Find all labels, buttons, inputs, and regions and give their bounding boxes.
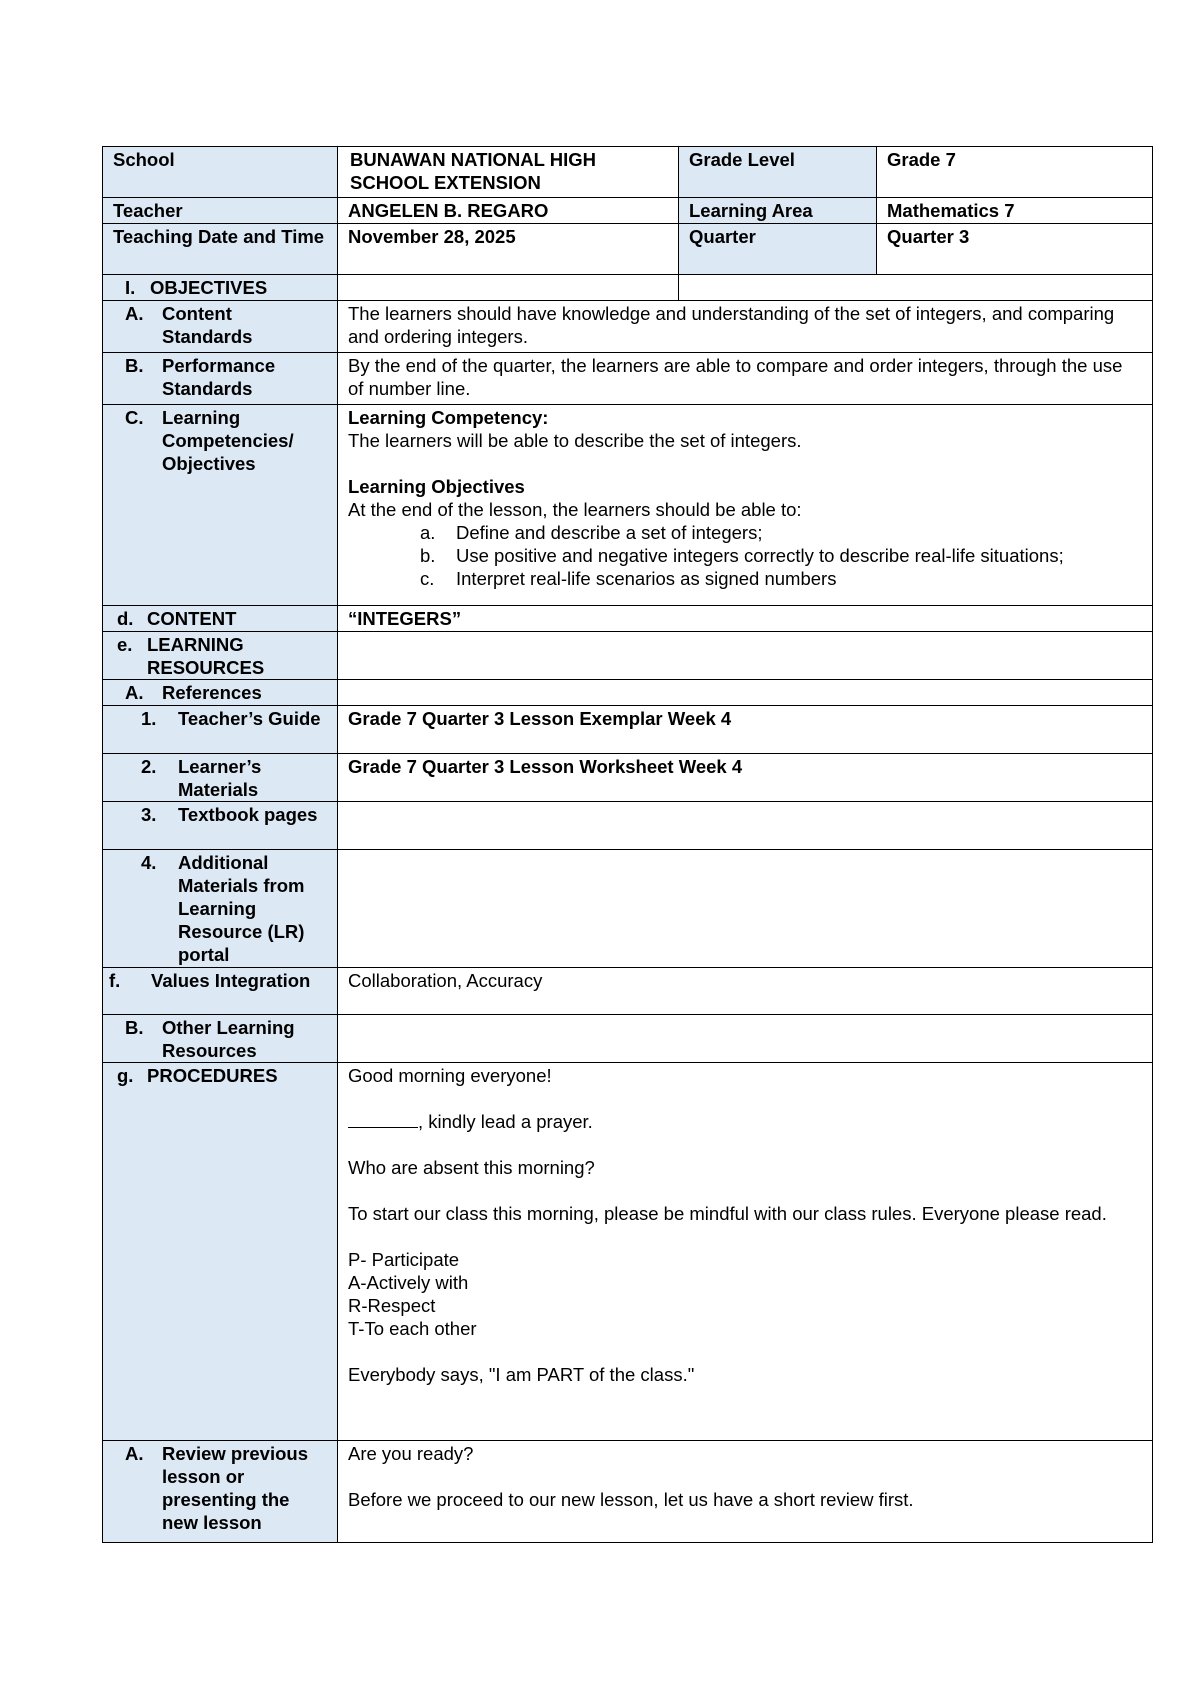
content-standards-label: Content Standards xyxy=(162,303,253,347)
objectives-empty-cell xyxy=(338,275,679,301)
review-line-1: Are you ready? xyxy=(348,1443,474,1464)
date-value: November 28, 2025 xyxy=(338,224,679,275)
competencies-marker: C. xyxy=(125,407,144,428)
grade-level-label: Grade Level xyxy=(679,147,877,198)
procedures-marker: g. xyxy=(117,1065,134,1086)
values-value: Collaboration, Accuracy xyxy=(338,968,1153,1015)
textbook-pages-value xyxy=(338,802,1153,850)
list-item-text: Use positive and negative integers correctly to describe real-life situations; xyxy=(456,545,1064,566)
learning-resources-empty-cell xyxy=(338,632,1153,680)
learners-materials-value: Grade 7 Quarter 3 Lesson Worksheet Week 4 xyxy=(338,754,1153,802)
list-item-text: Interpret real-life scenarios as signed numbers xyxy=(456,568,837,589)
teachers-guide-label: Teacher’s Guide xyxy=(178,708,321,729)
other-resources-marker: B. xyxy=(125,1017,144,1038)
competencies-label-cell xyxy=(103,405,338,606)
list-item-marker: b. xyxy=(420,545,436,566)
competencies-value-cell xyxy=(338,405,1153,606)
procedures-label-cell xyxy=(103,1063,338,1441)
procedures-value-cell xyxy=(338,1063,1153,1441)
header-row-school xyxy=(103,147,1153,198)
objectives-list xyxy=(348,521,1142,590)
references-row xyxy=(103,680,1153,706)
objectives-heading: Learning Objectives xyxy=(348,476,525,497)
performance-standards-marker: B. xyxy=(125,355,144,376)
procedures-rules-intro: To start our class this morning, please be mindful with our class rules. Everyone please read. xyxy=(348,1203,1107,1224)
textbook-pages-label-cell xyxy=(103,802,338,850)
learners-materials-label: Learner’s Materials xyxy=(178,756,262,800)
content-label-cell xyxy=(103,606,338,632)
teachers-guide-label-cell xyxy=(103,706,338,754)
header-row-date xyxy=(103,224,1153,275)
quarter-label: Quarter xyxy=(679,224,877,275)
review-line-2: Before we proceed to our new lesson, let us have a short review first. xyxy=(348,1489,914,1510)
procedures-prayer-text: , kindly lead a prayer. xyxy=(418,1111,593,1132)
references-empty-cell xyxy=(338,680,1153,706)
learning-resources-label-cell xyxy=(103,632,338,680)
objectives-label-cell xyxy=(103,275,338,301)
content-row xyxy=(103,606,1153,632)
content-standards-value: The learners should have knowledge and understanding of the set of integers, and comparing and ordering integers. xyxy=(338,301,1153,353)
additional-materials-row xyxy=(103,850,1153,968)
competencies-label: Learning Competencies/ Objectives xyxy=(162,407,294,474)
other-resources-label-cell xyxy=(103,1015,338,1063)
learning-area-value: Mathematics 7 xyxy=(877,198,1153,224)
references-marker: A. xyxy=(125,682,144,703)
content-marker: d. xyxy=(117,608,134,629)
teachers-guide-marker: 1. xyxy=(141,708,157,729)
values-marker: f. xyxy=(109,970,121,991)
procedures-prayer-line xyxy=(348,1110,1142,1133)
content-standards-marker: A. xyxy=(125,303,144,324)
procedures-row xyxy=(103,1063,1153,1441)
values-row xyxy=(103,968,1153,1015)
name-blank xyxy=(348,1110,418,1128)
procedures-rule: R-Respect xyxy=(348,1295,436,1316)
performance-standards-row xyxy=(103,353,1153,405)
teachers-guide-row xyxy=(103,706,1153,754)
content-standards-label-cell xyxy=(103,301,338,353)
school-label: School xyxy=(103,147,338,198)
values-label-cell xyxy=(103,968,338,1015)
procedures-rule: A-Actively with xyxy=(348,1272,469,1293)
quarter-value: Quarter 3 xyxy=(877,224,1153,275)
competencies-row xyxy=(103,405,1153,606)
teachers-guide-value: Grade 7 Quarter 3 Lesson Exemplar Week 4 xyxy=(338,706,1153,754)
learners-materials-row xyxy=(103,754,1153,802)
content-standards-row xyxy=(103,301,1153,353)
review-label-cell xyxy=(103,1441,338,1543)
content-label: CONTENT xyxy=(147,608,237,629)
performance-standards-label: Performance Standards xyxy=(162,355,276,399)
learning-resources-marker: e. xyxy=(117,634,133,655)
learning-area-label: Learning Area xyxy=(679,198,877,224)
learning-resources-row xyxy=(103,632,1153,680)
header-row-teacher xyxy=(103,198,1153,224)
values-label: Values Integration xyxy=(151,970,311,991)
procedures-greeting: Good morning everyone! xyxy=(348,1065,552,1086)
other-resources-row xyxy=(103,1015,1153,1063)
performance-standards-value: By the end of the quarter, the learners are able to compare and order integers, through the use of number line. xyxy=(338,353,1153,405)
review-label: Review previous lesson or presenting the new lesson xyxy=(162,1443,309,1533)
competency-text: The learners will be able to describe the set of integers. xyxy=(348,430,802,451)
additional-materials-value xyxy=(338,850,1153,968)
procedures-closing: Everybody says, "I am PART of the class." xyxy=(348,1364,695,1385)
procedures-label: PROCEDURES xyxy=(147,1065,278,1086)
procedures-rule: P- Participate xyxy=(348,1249,460,1270)
textbook-pages-label: Textbook pages xyxy=(178,804,318,825)
review-row xyxy=(103,1441,1153,1543)
learners-materials-label-cell xyxy=(103,754,338,802)
content-value: “INTEGERS” xyxy=(338,606,1153,632)
list-item-marker: c. xyxy=(420,568,435,589)
performance-standards-label-cell xyxy=(103,353,338,405)
list-item xyxy=(420,544,1142,567)
teacher-label: Teacher xyxy=(103,198,338,224)
list-item-marker: a. xyxy=(420,522,436,543)
other-resources-value xyxy=(338,1015,1153,1063)
learners-materials-marker: 2. xyxy=(141,756,157,777)
competency-heading: Learning Competency: xyxy=(348,407,549,428)
school-value: BUNAWAN NATIONAL HIGH SCHOOL EXTENSION xyxy=(338,147,679,198)
list-item xyxy=(420,521,1142,544)
textbook-pages-marker: 3. xyxy=(141,804,157,825)
additional-materials-marker: 4. xyxy=(141,852,157,873)
list-item xyxy=(420,567,1142,590)
additional-materials-label: Additional Materials from Learning Resource (LR) portal xyxy=(178,852,305,965)
review-marker: A. xyxy=(125,1443,144,1464)
procedures-rule: T-To each other xyxy=(348,1318,477,1339)
objectives-empty-cell-2 xyxy=(679,275,1153,301)
objectives-marker: I. xyxy=(125,277,136,298)
grade-level-value: Grade 7 xyxy=(877,147,1153,198)
objectives-row xyxy=(103,275,1153,301)
textbook-pages-row xyxy=(103,802,1153,850)
teacher-value: ANGELEN B. REGARO xyxy=(338,198,679,224)
references-label: References xyxy=(162,682,262,703)
review-value-cell xyxy=(338,1441,1153,1543)
references-label-cell xyxy=(103,680,338,706)
objectives-intro: At the end of the lesson, the learners should be able to: xyxy=(348,499,802,520)
additional-materials-label-cell xyxy=(103,850,338,968)
date-label: Teaching Date and Time xyxy=(103,224,338,275)
list-item-text: Define and describe a set of integers; xyxy=(456,522,763,543)
learning-resources-label: LEARNING RESOURCES xyxy=(147,634,265,678)
procedures-absent: Who are absent this morning? xyxy=(348,1157,595,1178)
other-resources-label: Other Learning Resources xyxy=(162,1017,295,1061)
objectives-label: OBJECTIVES xyxy=(150,277,268,298)
lesson-plan-table xyxy=(102,146,1153,1543)
